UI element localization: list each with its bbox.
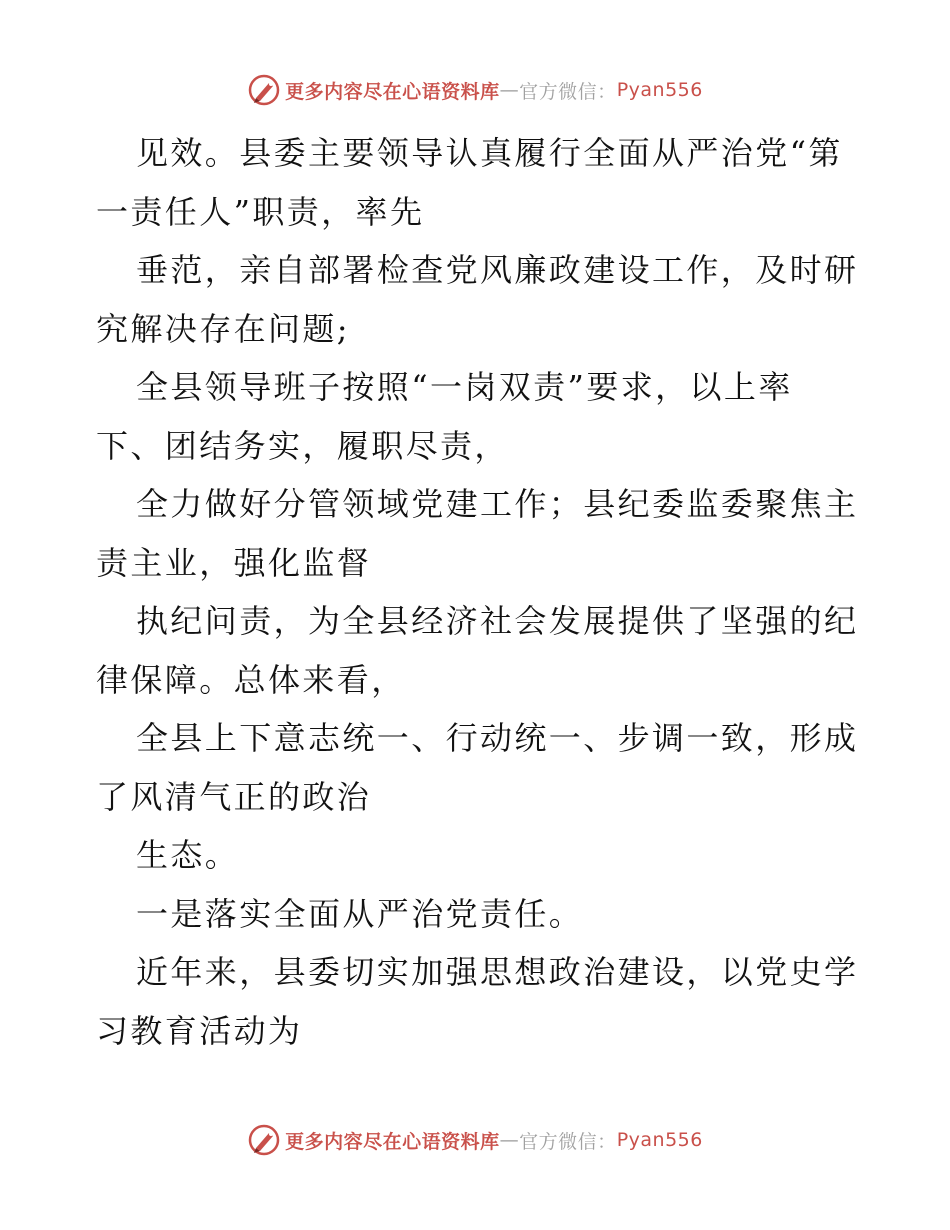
watermark-wechat-id: Pyan556 (616, 79, 703, 101)
watermark-brand: 更多内容尽在心语资料库 (285, 80, 500, 103)
watermark-brand: 更多内容尽在心语资料库 (285, 1130, 500, 1153)
text-line: 近年来，县委切实加强思想政治建设，以党史学 (136, 953, 859, 991)
text-line: 了风清气正的政治 (96, 777, 372, 816)
text-line: 全力做好分管领域党建工作；县纪委监委聚焦主 (136, 485, 859, 523)
text-line: 一是落实全面从严治党责任。 (136, 894, 584, 933)
watermark-label: 官方微信： (519, 80, 617, 103)
text-line: 究解决存在问题; (96, 309, 350, 348)
pen-logo-icon (247, 73, 281, 107)
watermark-header (0, 70, 950, 110)
text-line: 责主业，强化监督 (96, 543, 372, 582)
text-line: 全县上下意志统一、行动统一、步调一致，形成 (136, 719, 859, 757)
watermark-separator: — (499, 79, 520, 101)
pen-logo-icon (247, 1123, 281, 1157)
document-body (96, 124, 859, 1060)
watermark-label: 官方微信： (519, 1130, 617, 1153)
text-line: 下、团结务实，履职尽责， (96, 426, 509, 465)
text-line: 生态。 (136, 836, 240, 874)
text-line: 执纪问责，为全县经济社会发展提供了坚强的纪 (136, 602, 859, 640)
text-line: 律保障。总体来看， (96, 660, 406, 699)
text-line: 习教育活动为 (96, 1011, 303, 1050)
watermark-wechat-id: Pyan556 (616, 1129, 703, 1151)
text-line: 见效。县委主要领导认真履行全面从严治党“第 (136, 134, 843, 172)
watermark-footer (0, 1120, 950, 1160)
watermark-separator: — (499, 1129, 520, 1151)
text-line: 全县领导班子按照“一岗双责”要求，以上率 (136, 368, 793, 406)
text-line: 一责任人”职责，率先 (96, 192, 425, 231)
text-line: 垂范，亲自部署检查党风廉政建设工作，及时研 (136, 251, 859, 289)
